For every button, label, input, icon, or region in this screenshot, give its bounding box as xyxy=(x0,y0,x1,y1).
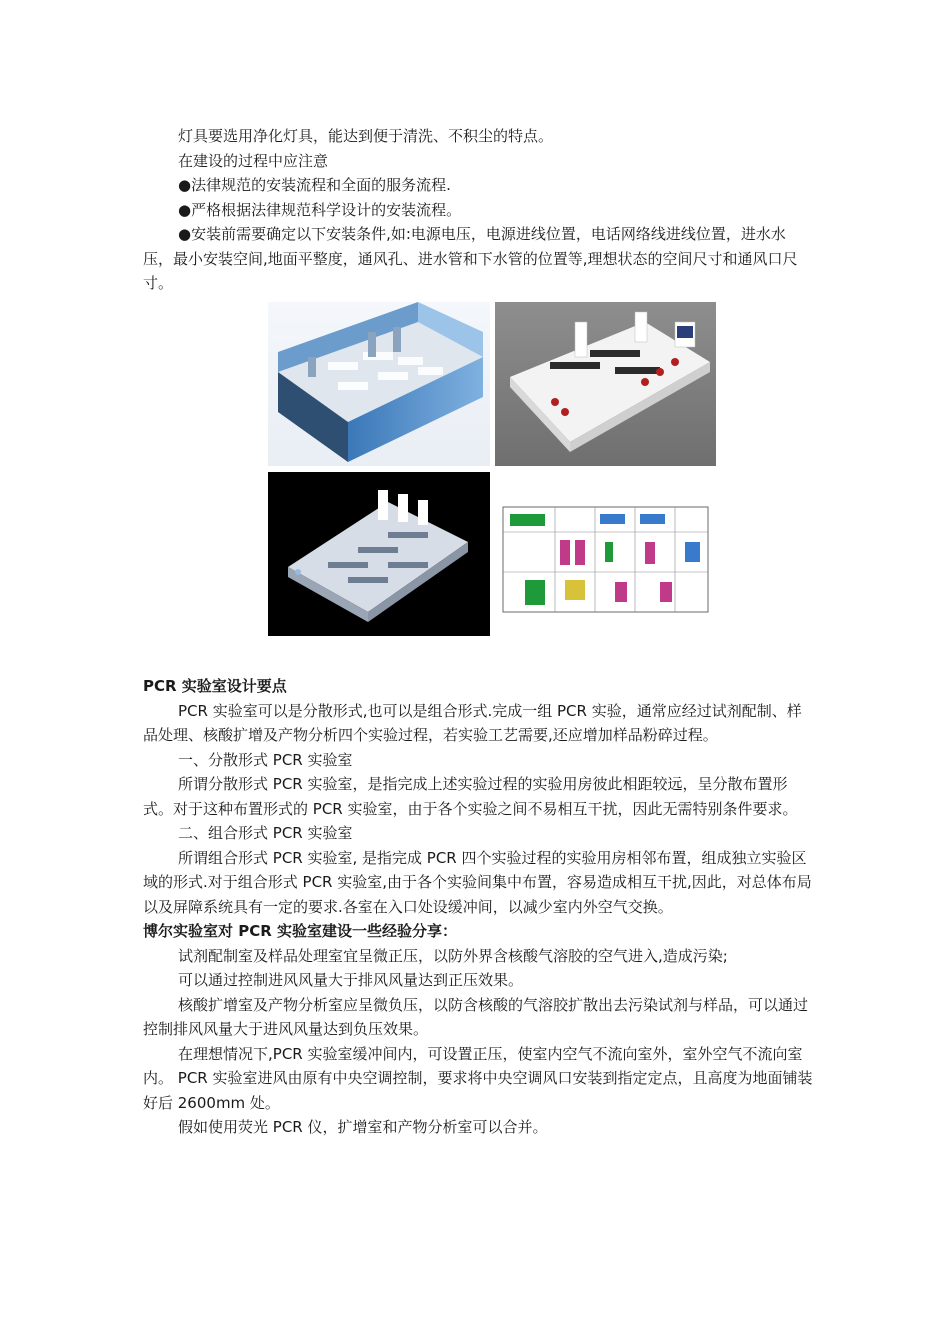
experience-paragraph: 可以通过控制进风风量大于排风风量达到正压效果。 xyxy=(178,971,524,989)
experience-paragraph: 试剂配制室及样品处理室宜呈微正压，以防外界含核酸气溶胶的空气进入,造成污染; xyxy=(178,946,728,965)
lab-render-blue-image xyxy=(268,302,490,466)
section-paragraph: 所谓组合形式 PCR 实验室, 是指完成 PCR 四个实验过程的实验用房相邻布置，组成独立实验区域的形式.对于组合形式 PCR 实验室,由于各个实验间集中布置，容易造成相互干扰,因此，对总体布局以及屏障系统具有一定的要求.各室在入口处设缓冲间，以减少室内外空气交换。 xyxy=(143,848,812,916)
bullet-item: ●严格根据法律规范科学设计的安装流程。 xyxy=(178,200,462,219)
section-paragraph: PCR 实验室可以是分散形式,也可以是组合形式.完成一组 PCR 实验，通常应经过试剂配制、样品处理、核酸扩增及产物分析四个实验过程，若实验工艺需要,还应增加样品粉碎过程。 xyxy=(143,701,802,744)
pcr-design-section xyxy=(143,674,813,1140)
lab-render-night-image xyxy=(268,472,490,636)
bullet-item: ●法律规范的安装流程和全面的服务流程. xyxy=(178,176,451,194)
section-paragraph: 所谓分散形式 PCR 实验室，是指完成上述实验过程的实验用房彼此相距较远，呈分散布置形式。对于这种布置形式的 PCR 实验室，由于各个实验之间不易相互干扰，因此无需特别条件要求。 xyxy=(143,775,798,818)
intro-paragraph: 在建设的过程中应注意 xyxy=(178,151,329,170)
experience-paragraph: 假如使用荧光 PCR 仪，扩增室和产物分析室可以合并。 xyxy=(178,1118,548,1136)
experience-title: 博尔实验室对 PCR 实验室建设一些经验分享： xyxy=(143,922,457,940)
subsection-title: 二、组合形式 PCR 实验室 xyxy=(178,824,353,842)
experience-paragraph: 在理想情况下,PCR 实验室缓冲间内，可设置正压，使室内空气不流向室外，室外空气不流向室内。 PCR 实验室进风由原有中央空调控制，要求将中央空调风口安装到指定定点，且高度为地面铺装好后 2600mm 处。 xyxy=(143,1044,813,1112)
bullet-item: ●安装前需要确定以下安装条件,如:电源电压，电源进线位置，电话网络线进线位置，进水水压，最小安装空间,地面平整度，通风孔、进水管和下水管的位置等,理想状态的空间尺寸和通风口尺寸。 xyxy=(143,225,798,292)
lab-floor-plan-image xyxy=(495,472,716,636)
experience-paragraph: 核酸扩增室及产物分析室应呈微负压，以防含核酸的气溶胶扩散出去污染试剂与样品，可以通过控制排风风量大于进风风量达到负压效果。 xyxy=(143,995,809,1038)
intro-section xyxy=(143,124,813,296)
intro-paragraph: 灯具要选用净化灯具，能达到便于清洗、不积尘的特点。 xyxy=(178,127,554,145)
lab-render-white-image xyxy=(495,302,716,466)
section-title: PCR 实验室设计要点 xyxy=(143,677,287,695)
subsection-title: 一、分散形式 PCR 实验室 xyxy=(178,750,353,769)
